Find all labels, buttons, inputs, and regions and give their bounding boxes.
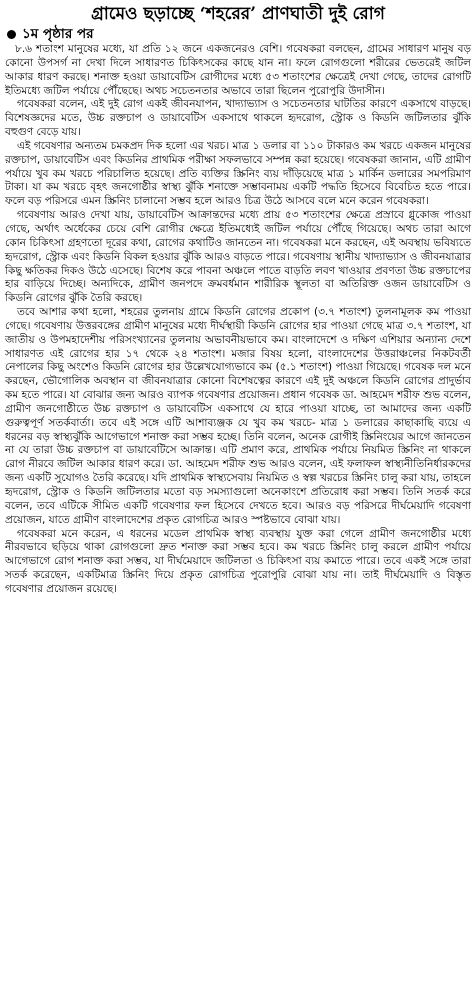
article-paragraph: তবে আশার কথা হলো, শহরের তুলনায় গ্রামে কিডনি রোগের প্রকোপ (৩.৭ শতাংশ) তুলনামূলক কম পাওয়া গেছে। গবেষণায় উত্তরবঙ্গের গ্রামীণ মানুষের মধ্যে দীর্ঘস্থায়ী কিডনি রোগের হার পাওয়া গেছে মাত্র ৩.৭ শতাংশ, যা জাতীয় ও উপমহাদেশীয় পরিসংখ্যানের তুলনায় অভাবনীয়ভাবে কম। বাংলাদেশে ও দক্ষিণ এশিয়ার অন্যান্য দেশে সাধারণত এই রোগের হার ১৭ থেকে ২৪ শতাংশ। মজার বিষয় হলো, বাংলাদেশের উত্তরাঞ্চলের নিকটবর্তী নেপালের কিছু অংশেও কিডনি রোগের হার উল্লেখযোগ্যভাবে কম (৫.১ শতাংশ) পাওয়া গিয়েছে। গবেষক দল মনে করছেন, ভৌগোলিক অবস্থান বা জীবনযাত্রার কোনো বিশেষত্বের কারণে এই দুই অঞ্চলে কিডনি রোগের প্রাদুর্ভাব কম হতে পারে। যা বোঝার জন্য আরও ব্যাপক গবেষণার প্রয়োজন। প্রধান গবেষক ডা. আহমেদ শরীফ শুভ বলেন, গ্রামীণ জনগোষ্ঠীতে উচ্চ রক্তচাপ ও ডায়াবেটিস একসাথে যে হারে পাওয়া যাচ্ছে, তা আমাদের জন্য একটি গুরুত্বপূর্ণ সতর্কবার্তা। তবে এই সঙ্গে এটি আশাব্যঞ্জক যে খুব কম খরচে- মাত্র ১ ডলারের কাছাকাছি ব্যয়ে এ ধরনের বড় স্বাস্থ্যঝুঁকি আগেভাগে শনাক্ত করা সম্ভব হচ্ছে। তিনি বলেন, অনেক রোগীই স্ক্রিনিংয়ের আগে জানতেন না যে তারা উচ্চ রক্তচাপ বা ডায়াবেটিসে আক্রান্ত। এটি প্রমাণ করে, প্রাথমিক পর্যায়ে নিয়মিত স্ক্রিনিং না থাকলে রোগ নীরবে জটিল আকার ধারণ করে। ডা. আহমেদ শরীফ শুভ আরও বলেন, এই ফলাফল স্বাস্থ্যনীতিনির্ধারকদের জন্য একটি সুযোগও তৈরি করেছে। যদি প্রাথমিক স্বাস্থ্যসেবায় নিয়মিত ও স্বল্প খরচের স্ক্রিনিং চালু করা যায়, তাহলে হৃদরোগ, স্ট্রোক ও কিডনি জটিলতার মতো বড় সমস্যাগুলো অনেকাংশে প্রতিরোধ করা সম্ভব। তিনি সতর্ক করে বলেন, তবে এটিকে সীমিত একটি গবেষণার ফল হিসেবে দেখতে হবে। আরও বড় পরিসরে দীর্ঘমেয়াদি গবেষণা প্রয়োজন, যাতে গ্রামীণ বাংলাদেশের প্রকৃত রোগচিত্র আরও স্পষ্টভাবে বোঝা যায়। xyxy=(5,306,471,526)
continuation-label: ১ম পৃষ্ঠার পর xyxy=(22,26,94,42)
article-body xyxy=(5,43,471,597)
article-paragraph: এই গবেষণার অন্যতম চমকপ্রদ দিক হলো এর খরচ। মাত্র ১ ডলার বা ১১০ টাকারও কম খরচে একজন মানুষের রক্তচাপ, ডায়াবেটিস এবং কিডনির প্রাথমিক পরীক্ষা সফলভাবে সম্পন্ন করা হয়েছে। গবেষকরা জানান, এটি গ্রামীণ পর্যায়ে খুব কম খরচে পরিচালিত হয়েছে। প্রতি ব্যক্তির স্ক্রিনিং ব্যয় দাঁড়িয়েছে মাত্র ১ মার্কিন ডলারের সমপরিমাণ টাকা। যা কম খরচে বৃহৎ জনগোষ্ঠীর স্বাস্থ্য ঝুঁকি শনাক্তে সম্ভাবনাময় একটি পদ্ধতি হিসেবে বিবেচিত হতে পারে। ফলে বড় পরিসরে এমন স্ক্রিনিং চালানো সম্ভব হলে আরও চিত্র উঠে আসবে বলে মনে করেন গবেষকরা। xyxy=(5,139,471,208)
bullet-icon xyxy=(7,30,16,39)
article-paragraph: ৮.৬ শতাংশ মানুষের মধ্যে, যা প্রতি ১২ জনে একজনেরও বেশি। গবেষকরা বলছেন, গ্রামের সাধারণ মানুষ বড় কোনো উপসর্গ না দেখা দিলে সাধারণত চিকিৎসকের কাছে যান না। ফলে রোগগুলো শরীরের ভেতরেই জটিল আকার ধারণ করছে। শনাক্ত হওয়া ডায়াবেটিস রোগীদের মধ্যে ৫৩ শতাংশের ক্ষেত্রেই দেখা গেছে, তাদের রোগটি ইতিমধ্যে জটিল পর্যায়ে পৌঁছেছে। অথচ সচেতনতার অভাবে তারা ছিলেন পুরোপুরি উদাসীন। xyxy=(5,43,471,97)
article-paragraph: গবেষণায় আরও দেখা যায়, ডায়াবেটিস আক্রান্তদের মধ্যে প্রায় ৫৩ শতাংশের ক্ষেত্রে প্রস্রাবে গ্লুকোজ পাওয়া গেছে, অর্থাৎ অর্ধেকের চেয়ে বেশি রোগীর ক্ষেত্রে ইতিমধ্যেই জটিল পর্যায়ে পৌঁছে গিয়েছে। অথচ তারা আগে কোন চিকিৎসা গ্রহণতো দূরের কথা, রোগের কথাটিও জানতেন না। গবেষকরা মনে করছেন, এই অবস্থায় ভবিষ্যতে হৃদরোগ, স্ট্রোক এবং কিডনি বিকল হওয়ার ঝুঁকি আরও বাড়তে পারে। গবেষণায় স্থানীয় খাদ্যাভ্যাস ও জীবনযাত্রার কিছু ক্ষতিকর দিকও উঠে এসেছে। বিশেষ করে পাবনা অঞ্চলে পাতে বাড়তি লবণ খাওয়ার প্রবণতা উচ্চ রক্তচাপের হার বাড়িয়ে দিচ্ছে। অন্যদিকে, গ্রামীণ জনপদে ক্রমবর্ধমান শারীরিক স্থূলতা বা অতিরিক্ত ওজন ডায়াবেটিস ও কিডনি রোগের ঝুঁকি তৈরি করছে। xyxy=(5,209,471,305)
article-headline: গ্রামেও ছড়াচ্ছে ‘শহরের’ প্রাণঘাতী দুই রোগ xyxy=(91,4,385,24)
article-paragraph: গবেষকরা মনে করেন, এ ধরনের মডেল প্রাথমিক স্বাস্থ্য ব্যবস্থায় যুক্ত করা গেলে গ্রামীণ জনগোষ্ঠীর মধ্যে নীরবভাবে ছড়িয়ে থাকা রোগগুলো দ্রুত শনাক্ত করা সম্ভব হবে। কম খরচে স্ক্রিনিং চালু করলে গ্রামীণ পর্যায়ে আগেভাগে রোগ শনাক্ত করা সম্ভব, যা দীর্ঘমেয়াদে জটিলতা ও চিকিৎসা ব্যয় কমাতে পারে। তবে একই সঙ্গে তারা সতর্ক করেছেন, একটিমাত্র স্ক্রিনিং দিয়ে প্রকৃত রোগচিত্র পুরোপুরি বোঝা যায় না। তাই দীর্ঘমেয়াদি ও বিস্তৃত গবেষণার প্রয়োজন রয়েছে। xyxy=(5,527,471,595)
continuation-line xyxy=(7,25,471,43)
article-paragraph: গবেষকরা বলেন, এই দুই রোগ একই জীবনযাপন, খাদ্যাভ্যাস ও সচেতনতার ঘাটতির কারণে একসাথে বাড়ছে। বিশেষজ্ঞদের মতে, উচ্চ রক্তচাপ ও ডায়াবেটিস একসাথে থাকলে হৃদরোগ, স্ট্রোক ও কিডনি জটিলতার ঝুঁকি বহুগুণ বেড়ে যায়। xyxy=(5,98,471,139)
